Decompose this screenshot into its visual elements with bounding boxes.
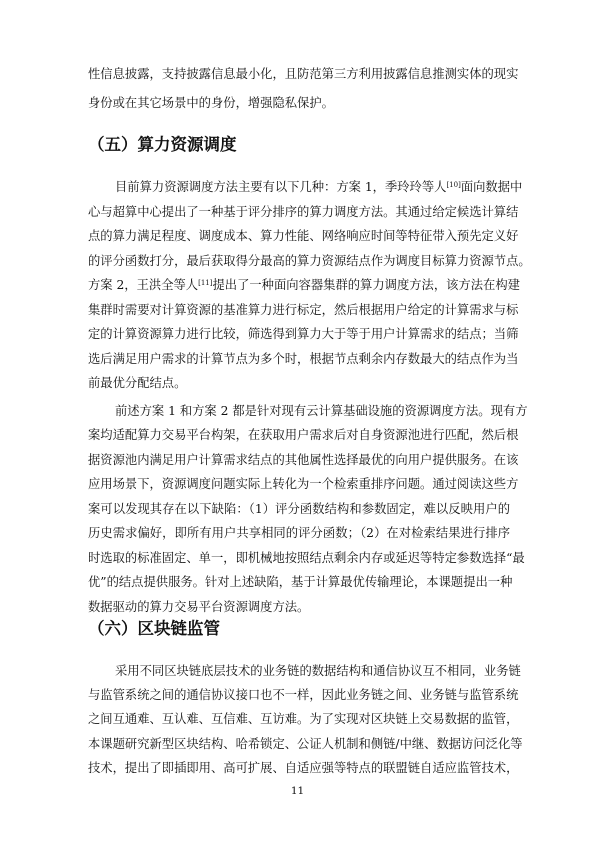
text-line: 的评分函数打分，最后获取得分最高的算力资源结点作为调度目标算力资源节点。 bbox=[88, 254, 531, 268]
section-heading-compute-scheduling: （五）算力资源调度 bbox=[88, 135, 237, 154]
text-line: 应用场景下，资源调度问题实际上转化为一个检索重排序问题。通过阅读这些方 bbox=[88, 477, 519, 491]
text-line: 定的计算资源算力进行比较，筛选得到算力大于等于用户计算需求的结点；当筛 bbox=[88, 327, 519, 341]
text-line: 性信息披露，支持披露信息最小化，且防范第三方利用披露信息推测实体的现实 bbox=[88, 67, 519, 81]
text-segment: 面向数据中 bbox=[460, 180, 523, 194]
text-line: 点的算力满足程度、调度成本、算力性能、网络响应时间等特征带入预先定义好 bbox=[88, 229, 519, 243]
text-line: 集群时需要对计算资源的基准算力进行标定，然后根据用户给定的计算需求与标 bbox=[88, 303, 519, 317]
text-segment: 目前算力资源调度方法主要有以下几种：方案 1，季玲玲等人 bbox=[115, 180, 447, 194]
citation-ref[interactable]: [10] bbox=[446, 181, 461, 189]
text-line: 选后满足用户需求的计算节点为多个时，根据节点剩余内存数最大的结点作为当 bbox=[88, 352, 519, 366]
text-line: 数据驱动的算力交易平台资源调度方法。 bbox=[88, 600, 310, 614]
citation-ref[interactable]: [11] bbox=[198, 279, 213, 287]
text-line: 案可以发现其存在以下缺陷：（1）评分函数结构和参数固定，难以反映用户的 bbox=[88, 502, 510, 516]
text-segment: 提出了一种面向容器集群的算力调度方法，该方法在构建 bbox=[212, 278, 520, 292]
text-line: 历史需求偏好，即所有用户共享相同的评分函数；（2）在对检索结果进行排序 bbox=[88, 526, 510, 540]
text-line: 前最优分配结点。 bbox=[88, 376, 187, 390]
text-line: 优”的结点提供服务。针对上述缺陷，基于计算最优传输理论，本课题提出一种 bbox=[88, 575, 513, 589]
text-line: 身份或在其它场景中的身份，增强隐私保护。 bbox=[88, 96, 334, 110]
text-line: 之间互通难、互认难、互信难、互访难。为了实现对区块链上交易数据的监管， bbox=[88, 712, 519, 726]
text-line: 采用不同区块链底层技术的业务链的数据结构和通信协议互不相同，业务链 bbox=[115, 664, 521, 678]
section-heading-blockchain-regulation: （六）区块链监管 bbox=[88, 619, 220, 638]
text-line: 时选取的标准固定、单一，即机械地按照结点剩余内存或延迟等特定参数选择“最 bbox=[88, 551, 525, 565]
page-number: 11 bbox=[290, 785, 305, 797]
text-line: 与监管系统之间的通信协议接口也不一样，因此业务链之间、业务链与监管系统 bbox=[88, 688, 519, 702]
text-line: 本课题研究新型区块结构、哈希锁定、公证人机制和侧链/中继、数据访问泛化等 bbox=[88, 737, 523, 751]
text-line bbox=[88, 277, 520, 293]
text-line: 案均适配算力交易平台构架，在获取用户需求后对自身资源池进行匹配，然后根 bbox=[88, 428, 519, 442]
text-line bbox=[115, 179, 523, 195]
text-line: 技术，提出了即插即用、高可扩展、自适应强等特点的联盟链自适应监管技术， bbox=[88, 761, 519, 775]
text-segment: 方案 2，王洪全等人 bbox=[88, 278, 199, 292]
text-line: 前述方案 1 和方案 2 都是针对现有云计算基础设施的资源调度方法。现有方 bbox=[115, 404, 528, 418]
text-line: 心与超算中心提出了一种基于评分排序的算力调度方法。其通过给定候选计算结 bbox=[88, 205, 519, 219]
text-line: 据资源池内满足用户计算需求结点的其他属性选择最优的向用户提供服务。在该 bbox=[88, 453, 519, 467]
